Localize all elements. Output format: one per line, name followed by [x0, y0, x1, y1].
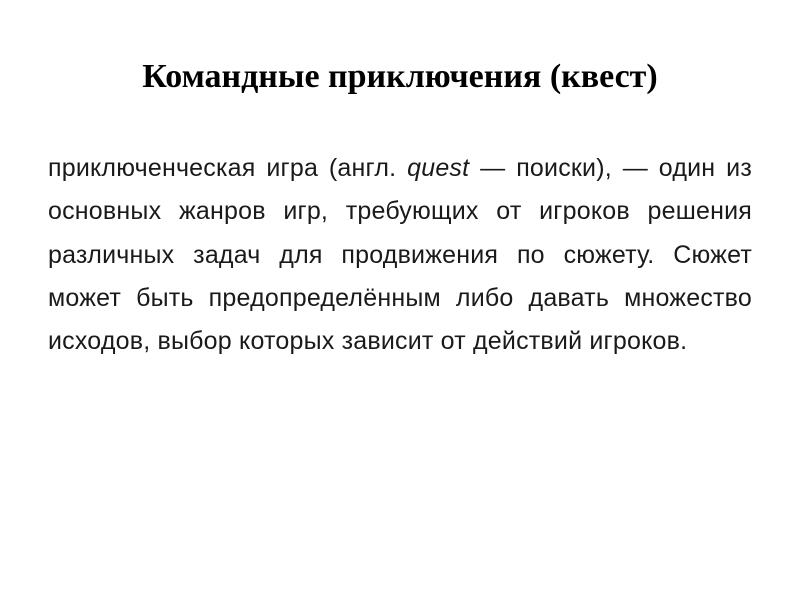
- paragraph-text-start: приключенческая игра (англ.: [48, 154, 408, 182]
- slide-title: Командные приключения (квест): [142, 58, 658, 95]
- paragraph-text-rest: — поиски), — один из основных жанров игр, требующих от игроков решения различных задач для продвижения по сюжету. Сюжет может быть предопределённым либо давать множество исходов, выбор которых зависит от действий игроков.: [48, 154, 752, 356]
- slide-paragraph: [48, 147, 752, 363]
- paragraph-term: quest: [407, 154, 470, 182]
